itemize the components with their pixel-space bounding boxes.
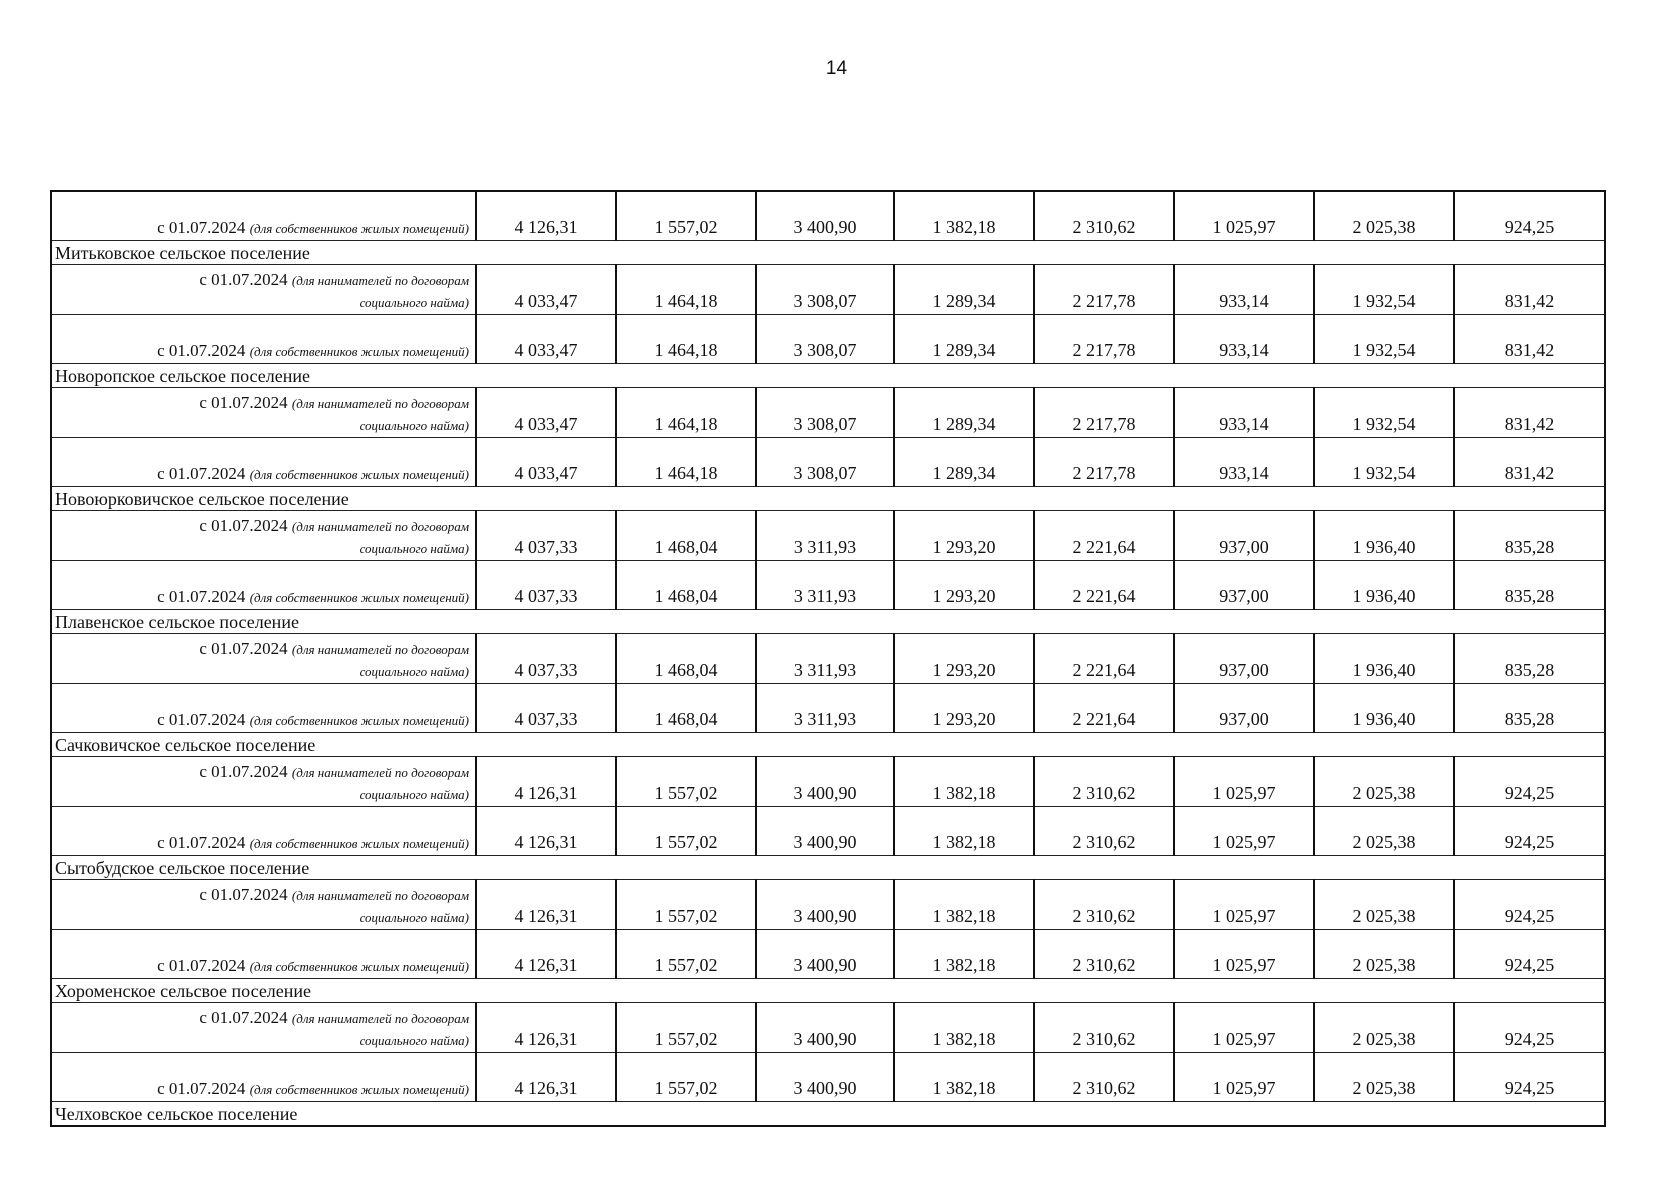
tariff-value: 4 033,47 bbox=[476, 315, 616, 364]
row-label bbox=[51, 880, 476, 930]
tariff-value: 2 025,38 bbox=[1314, 880, 1454, 930]
row-label bbox=[51, 634, 476, 684]
tariff-value: 1 382,18 bbox=[894, 1003, 1034, 1053]
label-date: с 01.07.2024 bbox=[157, 341, 246, 360]
table-row bbox=[51, 511, 1605, 561]
tariff-value: 933,14 bbox=[1174, 315, 1314, 364]
table-row bbox=[51, 1003, 1605, 1053]
label-date: с 01.07.2024 bbox=[157, 587, 246, 606]
section-row bbox=[51, 241, 1605, 265]
tariff-value: 3 311,93 bbox=[756, 684, 894, 733]
table-row bbox=[51, 880, 1605, 930]
label-date: с 01.07.2024 bbox=[199, 885, 288, 904]
settlement-name: Челховское сельское поселение bbox=[51, 1102, 1605, 1127]
settlement-name: Хороменское сельсвое поселение bbox=[51, 979, 1605, 1003]
label-date: с 01.07.2024 bbox=[157, 710, 246, 729]
label-date: с 01.07.2024 bbox=[157, 464, 246, 483]
tariff-value: 1 382,18 bbox=[894, 880, 1034, 930]
label-date: с 01.07.2024 bbox=[157, 833, 246, 852]
tariff-value: 1 468,04 bbox=[616, 561, 756, 610]
section-row bbox=[51, 487, 1605, 511]
section-row bbox=[51, 979, 1605, 1003]
tariff-value: 2 310,62 bbox=[1034, 757, 1174, 807]
tariff-value: 1 289,34 bbox=[894, 315, 1034, 364]
tariff-value: 2 310,62 bbox=[1034, 1053, 1174, 1102]
row-label bbox=[51, 930, 476, 979]
label-note: (для собственников жилых помещений) bbox=[249, 467, 469, 482]
table-row bbox=[51, 315, 1605, 364]
tariff-value: 2 310,62 bbox=[1034, 807, 1174, 856]
tariff-value: 3 311,93 bbox=[756, 561, 894, 610]
row-label bbox=[51, 1053, 476, 1102]
label-note: (для нанимателей по договорам bbox=[291, 519, 469, 534]
label-date: с 01.07.2024 bbox=[199, 639, 288, 658]
tariff-value: 1 468,04 bbox=[616, 511, 756, 561]
tariff-value: 1 557,02 bbox=[616, 1053, 756, 1102]
tariff-value: 4 126,31 bbox=[476, 880, 616, 930]
label-note-line2: социального найма) bbox=[359, 664, 469, 679]
label-note-line2: социального найма) bbox=[359, 1033, 469, 1048]
label-date: с 01.07.2024 bbox=[199, 270, 288, 289]
tariff-value: 924,25 bbox=[1454, 807, 1605, 856]
label-note: (для нанимателей по договорам bbox=[291, 1011, 469, 1026]
table-row bbox=[51, 438, 1605, 487]
row-label bbox=[51, 1003, 476, 1053]
tariff-value: 3 308,07 bbox=[756, 265, 894, 315]
tariff-value: 4 126,31 bbox=[476, 191, 616, 241]
tariff-value: 3 311,93 bbox=[756, 511, 894, 561]
label-note: (для собственников жилых помещений) bbox=[249, 590, 469, 605]
label-note: (для собственников жилых помещений) bbox=[249, 836, 469, 851]
tariff-value: 3 400,90 bbox=[756, 930, 894, 979]
tariff-value: 2 025,38 bbox=[1314, 930, 1454, 979]
label-note-line2: социального найма) bbox=[359, 295, 469, 310]
page-number: 14 bbox=[825, 58, 848, 79]
label-note: (для нанимателей по договорам bbox=[291, 396, 469, 411]
tariff-value: 4 037,33 bbox=[476, 634, 616, 684]
settlement-name: Новоропское сельское поселение bbox=[51, 364, 1605, 388]
tariff-value: 4 037,33 bbox=[476, 561, 616, 610]
tariff-value: 937,00 bbox=[1174, 634, 1314, 684]
tariff-value: 1 025,97 bbox=[1174, 880, 1314, 930]
tariff-value: 4 033,47 bbox=[476, 388, 616, 438]
tariff-value: 2 025,38 bbox=[1314, 807, 1454, 856]
tariff-value: 937,00 bbox=[1174, 684, 1314, 733]
tariff-value: 924,25 bbox=[1454, 1003, 1605, 1053]
tariff-value: 1 025,97 bbox=[1174, 807, 1314, 856]
tariff-value: 2 025,38 bbox=[1314, 757, 1454, 807]
label-note: (для собственников жилых помещений) bbox=[249, 959, 469, 974]
row-label bbox=[51, 561, 476, 610]
row-label bbox=[51, 315, 476, 364]
label-note: (для собственников жилых помещений) bbox=[249, 713, 469, 728]
tariff-value: 831,42 bbox=[1454, 265, 1605, 315]
tariff-value: 3 308,07 bbox=[756, 438, 894, 487]
tariff-value: 4 033,47 bbox=[476, 265, 616, 315]
tariff-value: 2 310,62 bbox=[1034, 880, 1174, 930]
label-note-line2: социального найма) bbox=[359, 418, 469, 433]
tariff-value: 1 382,18 bbox=[894, 930, 1034, 979]
tariff-value: 1 468,04 bbox=[616, 634, 756, 684]
tariff-value: 835,28 bbox=[1454, 634, 1605, 684]
tariff-value: 1 932,54 bbox=[1314, 438, 1454, 487]
tariff-value: 1 025,97 bbox=[1174, 1053, 1314, 1102]
tariff-value: 2 217,78 bbox=[1034, 438, 1174, 487]
label-note: (для нанимателей по договорам bbox=[291, 888, 469, 903]
tariff-value: 3 400,90 bbox=[756, 757, 894, 807]
label-note: (для собственников жилых помещений) bbox=[249, 221, 469, 236]
tariff-value: 831,42 bbox=[1454, 388, 1605, 438]
label-date: с 01.07.2024 bbox=[199, 393, 288, 412]
section-row bbox=[51, 364, 1605, 388]
tariff-value: 924,25 bbox=[1454, 930, 1605, 979]
tariff-value: 1 025,97 bbox=[1174, 757, 1314, 807]
tariff-value: 933,14 bbox=[1174, 438, 1314, 487]
tariff-value: 1 557,02 bbox=[616, 807, 756, 856]
label-note-line2: социального найма) bbox=[359, 787, 469, 802]
tariff-value: 2 025,38 bbox=[1314, 1003, 1454, 1053]
section-row bbox=[51, 610, 1605, 634]
label-note-line2: социального найма) bbox=[359, 910, 469, 925]
tariff-value: 4 033,47 bbox=[476, 438, 616, 487]
tariff-value: 1 293,20 bbox=[894, 634, 1034, 684]
row-label bbox=[51, 511, 476, 561]
label-note: (для собственников жилых помещений) bbox=[249, 344, 469, 359]
label-date: с 01.07.2024 bbox=[199, 516, 288, 535]
table-row bbox=[51, 634, 1605, 684]
tariff-value: 4 126,31 bbox=[476, 1053, 616, 1102]
tariff-value: 933,14 bbox=[1174, 388, 1314, 438]
settlement-name: Плавенское сельское поселение bbox=[51, 610, 1605, 634]
label-note-line2: социального найма) bbox=[359, 541, 469, 556]
label-note: (для нанимателей по договорам bbox=[291, 273, 469, 288]
tariff-value: 1 932,54 bbox=[1314, 265, 1454, 315]
tariff-table bbox=[50, 190, 1606, 1127]
tariff-value: 3 400,90 bbox=[756, 191, 894, 241]
tariff-value: 924,25 bbox=[1454, 1053, 1605, 1102]
label-date: с 01.07.2024 bbox=[157, 1079, 246, 1098]
tariff-value: 835,28 bbox=[1454, 561, 1605, 610]
tariff-value: 2 217,78 bbox=[1034, 265, 1174, 315]
table-row bbox=[51, 807, 1605, 856]
tariff-value: 1 464,18 bbox=[616, 265, 756, 315]
settlement-name: Новоюрковичское сельское поселение bbox=[51, 487, 1605, 511]
tariff-value: 1 382,18 bbox=[894, 757, 1034, 807]
tariff-value: 3 308,07 bbox=[756, 388, 894, 438]
tariff-value: 1 557,02 bbox=[616, 757, 756, 807]
tariff-value: 831,42 bbox=[1454, 438, 1605, 487]
label-date: с 01.07.2024 bbox=[199, 1008, 288, 1027]
tariff-value: 1 936,40 bbox=[1314, 684, 1454, 733]
tariff-value: 1 936,40 bbox=[1314, 511, 1454, 561]
label-date: с 01.07.2024 bbox=[199, 762, 288, 781]
table-row bbox=[51, 388, 1605, 438]
row-label bbox=[51, 265, 476, 315]
table-row bbox=[51, 757, 1605, 807]
tariff-value: 4 126,31 bbox=[476, 757, 616, 807]
tariff-value: 1 464,18 bbox=[616, 388, 756, 438]
row-label bbox=[51, 438, 476, 487]
tariff-value: 1 382,18 bbox=[894, 191, 1034, 241]
tariff-value: 924,25 bbox=[1454, 757, 1605, 807]
tariff-value: 3 400,90 bbox=[756, 880, 894, 930]
row-label bbox=[51, 388, 476, 438]
tariff-value: 835,28 bbox=[1454, 684, 1605, 733]
row-label bbox=[51, 684, 476, 733]
tariff-value: 3 311,93 bbox=[756, 634, 894, 684]
tariff-value: 937,00 bbox=[1174, 511, 1314, 561]
tariff-value: 4 126,31 bbox=[476, 807, 616, 856]
section-row bbox=[51, 733, 1605, 757]
tariff-value: 1 025,97 bbox=[1174, 930, 1314, 979]
table-row bbox=[51, 684, 1605, 733]
tariff-value: 4 037,33 bbox=[476, 511, 616, 561]
tariff-value: 1 936,40 bbox=[1314, 634, 1454, 684]
settlement-name: Сачковичское сельское поселение bbox=[51, 733, 1605, 757]
tariff-value: 2 310,62 bbox=[1034, 930, 1174, 979]
tariff-value: 1 025,97 bbox=[1174, 191, 1314, 241]
tariff-value: 1 557,02 bbox=[616, 191, 756, 241]
tariff-value: 1 464,18 bbox=[616, 438, 756, 487]
tariff-value: 2 221,64 bbox=[1034, 561, 1174, 610]
tariff-value: 1 382,18 bbox=[894, 1053, 1034, 1102]
label-note: (для нанимателей по договорам bbox=[291, 642, 469, 657]
tariff-value: 1 293,20 bbox=[894, 511, 1034, 561]
tariff-value: 2 310,62 bbox=[1034, 191, 1174, 241]
tariff-value: 1 025,97 bbox=[1174, 1003, 1314, 1053]
tariff-value: 924,25 bbox=[1454, 880, 1605, 930]
tariff-value: 1 293,20 bbox=[894, 684, 1034, 733]
tariff-value: 1 557,02 bbox=[616, 1003, 756, 1053]
label-date: с 01.07.2024 bbox=[157, 956, 246, 975]
tariff-value: 1 468,04 bbox=[616, 684, 756, 733]
label-date: с 01.07.2024 bbox=[157, 218, 246, 237]
tariff-value: 2 025,38 bbox=[1314, 191, 1454, 241]
tariff-value: 1 932,54 bbox=[1314, 388, 1454, 438]
table-row bbox=[51, 561, 1605, 610]
table-row bbox=[51, 265, 1605, 315]
tariff-value: 1 289,34 bbox=[894, 388, 1034, 438]
tariff-value: 1 289,34 bbox=[894, 438, 1034, 487]
tariff-value: 1 293,20 bbox=[894, 561, 1034, 610]
tariff-value: 2 221,64 bbox=[1034, 634, 1174, 684]
tariff-value: 831,42 bbox=[1454, 315, 1605, 364]
table-row bbox=[51, 1053, 1605, 1102]
tariff-value: 933,14 bbox=[1174, 265, 1314, 315]
row-label bbox=[51, 191, 476, 241]
tariff-value: 1 936,40 bbox=[1314, 561, 1454, 610]
tariff-value: 2 310,62 bbox=[1034, 1003, 1174, 1053]
tariff-value: 3 400,90 bbox=[756, 1053, 894, 1102]
tariff-value: 2 217,78 bbox=[1034, 388, 1174, 438]
section-row bbox=[51, 856, 1605, 880]
tariff-value: 1 382,18 bbox=[894, 807, 1034, 856]
tariff-value: 924,25 bbox=[1454, 191, 1605, 241]
tariff-value: 4 037,33 bbox=[476, 684, 616, 733]
table-row bbox=[51, 930, 1605, 979]
tariff-value: 2 221,64 bbox=[1034, 511, 1174, 561]
tariff-value: 1 932,54 bbox=[1314, 315, 1454, 364]
tariff-value: 937,00 bbox=[1174, 561, 1314, 610]
tariff-value: 1 289,34 bbox=[894, 265, 1034, 315]
tariff-value: 4 126,31 bbox=[476, 930, 616, 979]
label-note: (для нанимателей по договорам bbox=[291, 765, 469, 780]
tariff-value: 3 308,07 bbox=[756, 315, 894, 364]
tariff-value: 2 025,38 bbox=[1314, 1053, 1454, 1102]
tariff-value: 3 400,90 bbox=[756, 807, 894, 856]
tariff-value: 2 217,78 bbox=[1034, 315, 1174, 364]
row-label bbox=[51, 807, 476, 856]
table-row bbox=[51, 191, 1605, 241]
section-row bbox=[51, 1102, 1605, 1127]
tariff-value: 3 400,90 bbox=[756, 1003, 894, 1053]
settlement-name: Митьковское сельское поселение bbox=[51, 241, 1605, 265]
row-label bbox=[51, 757, 476, 807]
tariff-value: 1 464,18 bbox=[616, 315, 756, 364]
tariff-value: 4 126,31 bbox=[476, 1003, 616, 1053]
settlement-name: Сытобудское сельское поселение bbox=[51, 856, 1605, 880]
tariff-value: 1 557,02 bbox=[616, 930, 756, 979]
label-note: (для собственников жилых помещений) bbox=[249, 1082, 469, 1097]
tariff-value: 1 557,02 bbox=[616, 880, 756, 930]
tariff-value: 835,28 bbox=[1454, 511, 1605, 561]
tariff-value: 2 221,64 bbox=[1034, 684, 1174, 733]
